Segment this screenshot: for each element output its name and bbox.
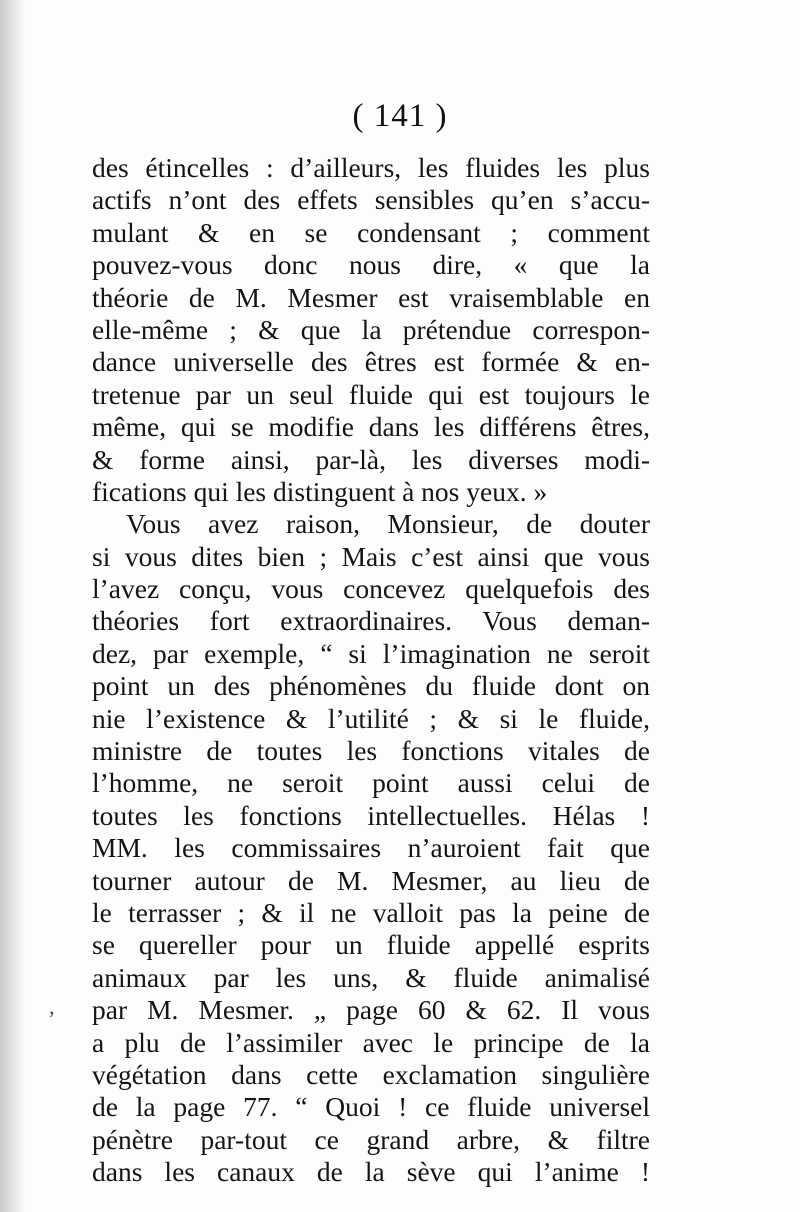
text-line: pénètre par-tout ce grand arbre, & filtre [92, 1123, 650, 1155]
body-text [92, 152, 650, 1189]
text-line: végétation dans cette exclamation singulière [92, 1058, 650, 1090]
text-line: l’avez conçu, vous concevez quelquefois des [92, 573, 650, 605]
text-line: elle-même ; & que la prétendue correspon- [92, 313, 650, 345]
text-line: tretenue par un seul fluide qui est toujours le [92, 378, 650, 410]
text-line: point un des phénomènes du fluide dont on [92, 670, 650, 702]
text-line: MM. les commissaires n’auroient fait que [92, 832, 650, 864]
text-line: l’homme, ne seroit point aussi celui de [92, 767, 650, 799]
text-line: tourner autour de M. Mesmer, au lieu de [92, 864, 650, 896]
text-line: & forme ainsi, par-là, les diverses modi- [92, 443, 650, 475]
text-line: pouvez-vous donc nous dire, « que la [92, 249, 650, 281]
text-line: des étincelles : d’ailleurs, les fluides les plus [92, 152, 650, 183]
text-line: même, qui se modifie dans les différens êtres, [92, 411, 650, 443]
text-line: mulant & en se condensant ; comment [92, 216, 650, 248]
text-line: dez, par exemple, “ si l’imagination ne seroit [92, 637, 650, 669]
page-number-header: ( 141 ) [352, 98, 448, 134]
text-line: si vous dites bien ; Mais c’est ainsi que vous [92, 540, 650, 572]
text-line: Vous avez raison, Monsieur, de douter [126, 508, 650, 540]
text-line: se quereller pour un fluide appellé esprits [92, 929, 650, 961]
text-line: actifs n’ont des effets sensibles qu’en s’accu- [92, 184, 650, 216]
text-line: dance universelle des êtres est formée & en- [92, 346, 650, 378]
text-line: ministre de toutes les fonctions vitales de [92, 735, 650, 767]
text-line: nie l’existence & l’utilité ; & si le fluide, [92, 702, 650, 734]
page-binding-edge [0, 0, 26, 1212]
text-line: de la page 77. “ Quoi ! ce fluide universel [92, 1091, 650, 1123]
margin-mark: ‚ [48, 994, 56, 1019]
text-line: a plu de l’assimiler avec le principe de la [92, 1026, 650, 1058]
text-line: toutes les fonctions intellectuelles. Hélas ! [92, 799, 650, 831]
text-line: théories fort extraordinaires. Vous deman- [92, 605, 650, 637]
text-line: le terrasser ; & il ne valloit pas la peine de [92, 896, 650, 928]
text-line: théorie de M. Mesmer est vraisemblable en [92, 281, 650, 313]
text-line: animaux par les uns, & fluide animalisé [92, 961, 650, 993]
text-line: dans les canaux de la sève qui l’anime ! [92, 1156, 650, 1188]
text-line: fications qui les distinguent à nos yeux. » [92, 475, 548, 507]
text-line: par M. Mesmer. „ page 60 & 62. Il vous [92, 994, 650, 1026]
